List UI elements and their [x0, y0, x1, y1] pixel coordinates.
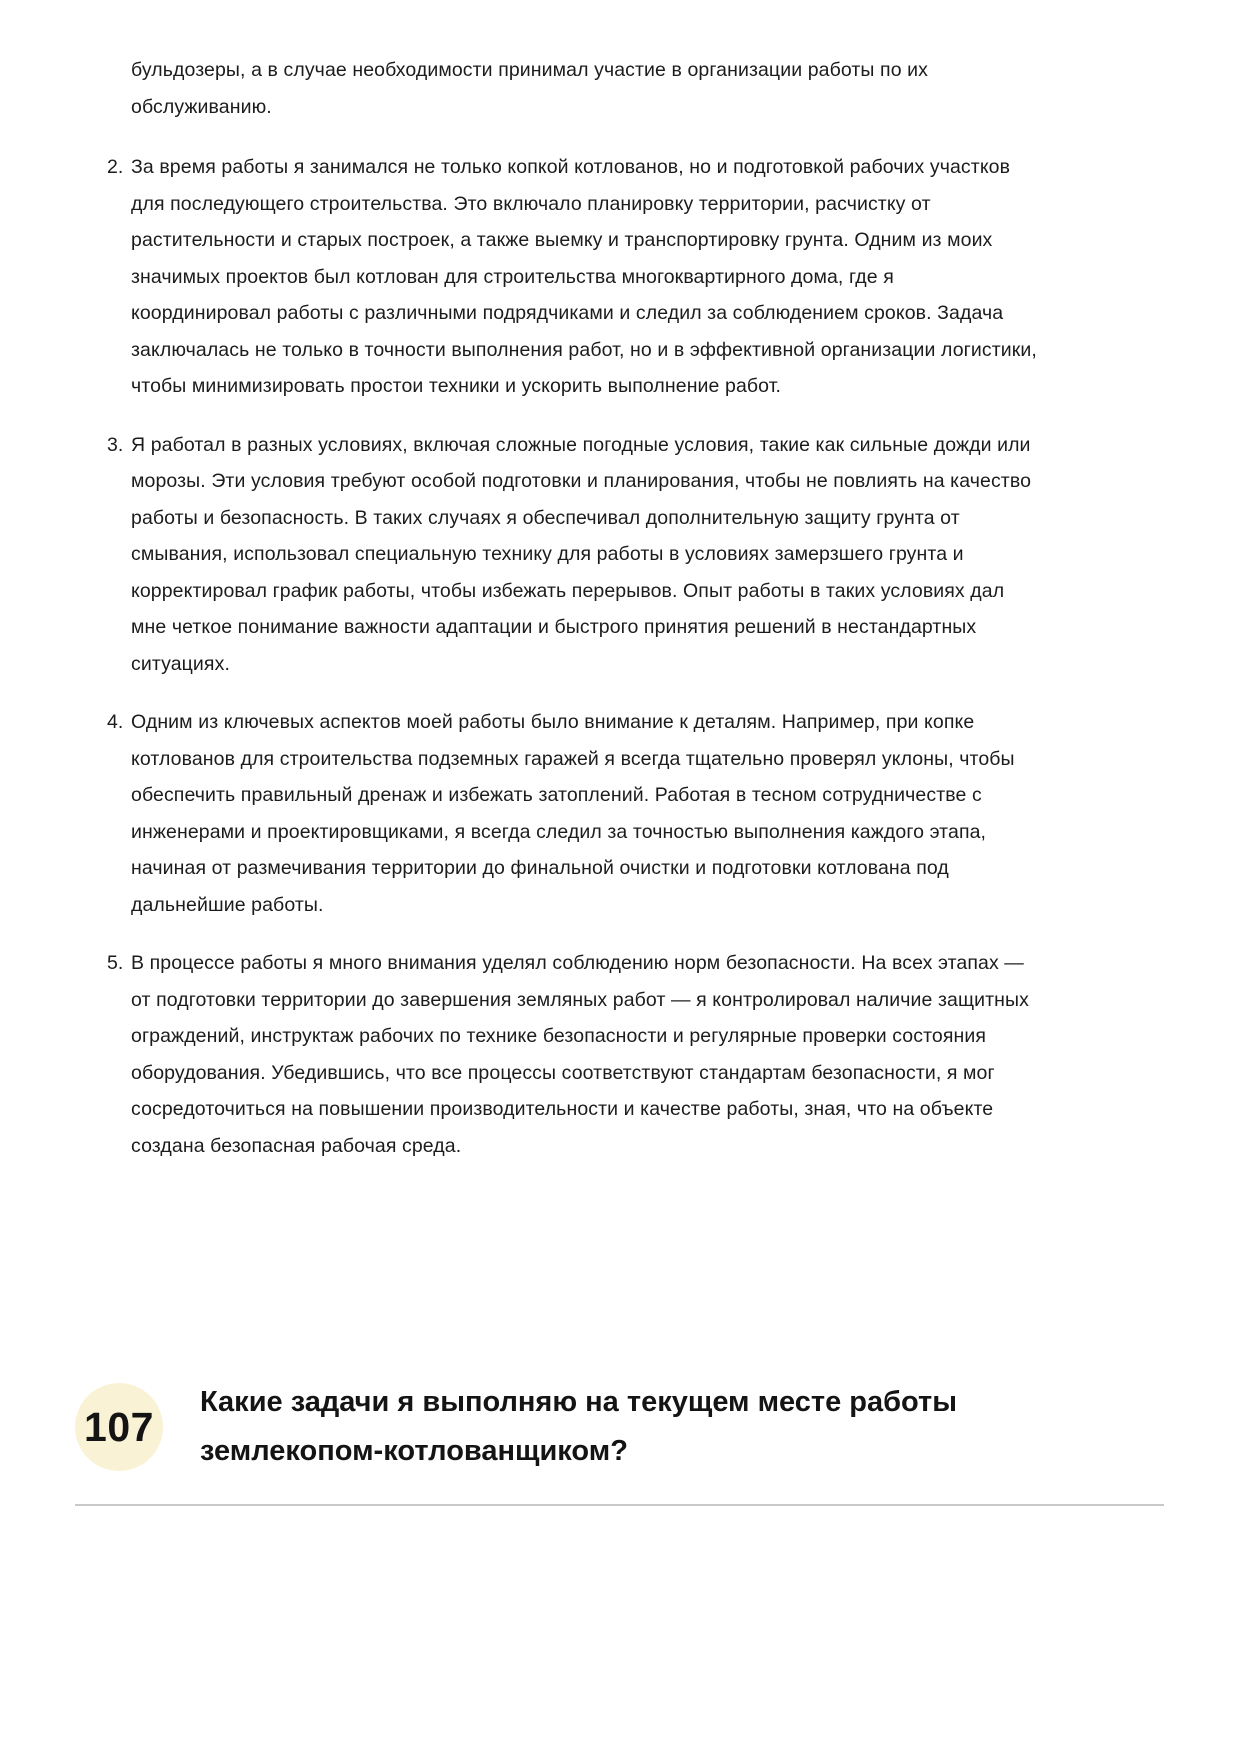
list-item-number: 2.: [107, 156, 124, 178]
list-item: [107, 149, 1037, 405]
list-item-number: 3.: [107, 433, 124, 456]
list-item: [107, 945, 1037, 1164]
section-header-row: [75, 1378, 1164, 1476]
section-number-badge: 107: [75, 1383, 163, 1471]
list-item-text: Я работал в разных условиях, включая сложные погодные условия, такие как сильные дожди или морозы. Эти условия требуют особой подготовки и планирования, чтобы не повлиять на качество работы и безопасность. В таких случаях я обеспечивал дополнительную защиту грунта от смывания, использовал специальную технику для работы в условиях замерзшего грунта и корректировал график работы, чтобы избежать перерывов. Опыт работы в таких условиях дал мне четкое понимание важности адаптации и быстрого принятия решений в нестандартных ситуациях.: [131, 433, 1032, 675]
list-item: [107, 427, 1037, 683]
section-header: [75, 1378, 1164, 1506]
list-item-text: За время работы я занимался не только копкой котлованов, но и подготовкой рабочих участков для последующего строительства. Это включало планировку территории, расчистку от растительности и старых построек, а также выемку и транспортировку грунта. Одним из моих значимых проектов был котлован для строительства многоквартирного дома, где я координировал работы с различными подрядчиками и следил за соблюдением сроков. Задача заключалась не только в точности выполнения работ, но и в эффективной организации логистики, чтобы минимизировать простои техники и ускорить выполнение работ.: [131, 156, 1037, 397]
list-item-number: 5.: [107, 952, 124, 974]
continuation-paragraph: бульдозеры, а в случае необходимости принимал участие в организации работы по их обслуживанию.: [131, 59, 929, 118]
section-title: Какие задачи я выполняю на текущем месте работы землекопом-котлованщиком?: [200, 1386, 958, 1467]
list-item: [107, 704, 1037, 923]
list-item-number: 4.: [107, 711, 124, 733]
body-text: [107, 52, 1037, 1186]
section-divider: [75, 1504, 1164, 1506]
list-item-text: Одним из ключевых аспектов моей работы было внимание к деталям. Например, при копке котлованов для строительства подземных гаражей я всегда тщательно проверял уклоны, чтобы обеспечить правильный дренаж и избежать затоплений. Работая в тесном сотрудничестве с инженерами и проектировщиками, я всегда следил за точностью выполнения каждого этапа, начиная от размечивания территории до финальной очистки и подготовки котлована под дальнейшие работы.: [131, 711, 1015, 916]
list-item-text: В процессе работы я много внимания уделял соблюдению норм безопасности. На всех этапах — от подготовки территории до завершения земляных работ — я контролировал наличие защитных ограждений, инструктаж рабочих по технике безопасности и регулярные проверки состояния оборудования. Убедившись, что все процессы соответствуют стандартам безопасности, я мог сосредоточиться на повышении производительности и качестве работы, зная, что на объекте создана безопасная рабочая среда.: [131, 952, 1029, 1157]
